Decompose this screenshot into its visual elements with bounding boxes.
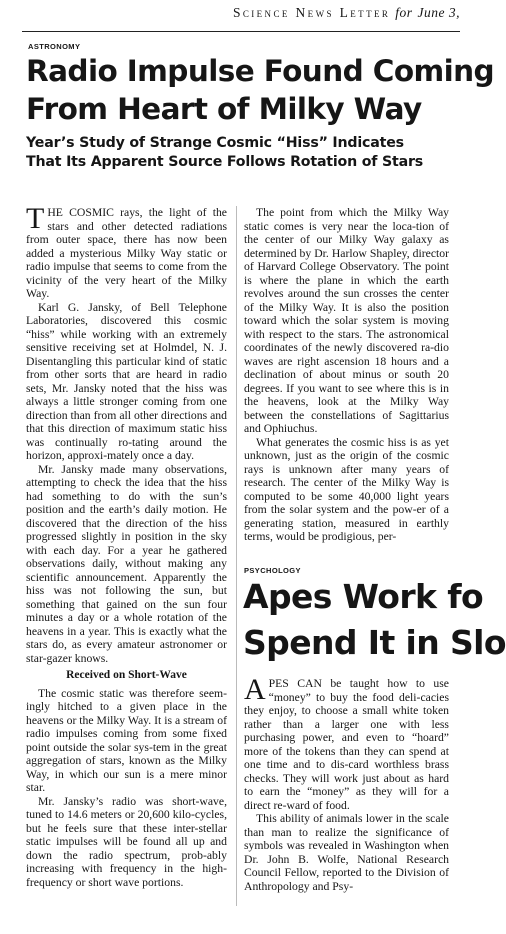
headline2-line-1: Apes Work fo xyxy=(243,577,484,616)
headline2-line-2: Spend It in Slo xyxy=(243,623,506,662)
running-head xyxy=(20,5,460,21)
article-headline xyxy=(26,52,495,128)
paragraph: Karl G. Jansky, of Bell Telephone Laboratories, discovered this cosmic “hiss” while working with an extremely sensitive receiving set at Holmdel, N. J. Disentangling this particular kind of static from other sorts that are heard in radio sets, Mr. Jansky noted that the hiss was always a little stronger coming from one direction than from all other directions and that this direction of maximum static hiss was continually ro-tating around the horizon, approxi-mately once a day. xyxy=(26,300,227,462)
section-kicker-psychology: PSYCHOLOGY xyxy=(244,566,301,575)
drop-cap: A xyxy=(244,673,266,706)
article-subheadline xyxy=(26,134,460,172)
subhead-line-1: Year’s Study of Strange Cosmic “Hiss” Indicates xyxy=(26,135,404,151)
article-column-left xyxy=(26,202,227,908)
second-article-headline xyxy=(243,574,506,666)
lead-small-caps: HE COSMIC xyxy=(47,206,114,219)
drop-cap: T xyxy=(26,202,45,235)
lead-text: be taught how to use “money” to buy the food deli-cacies they enjoy, to choose a small white token rather than a larger one with less purchasing power, and even to “hoard” more of the tokens than they can spend at one time and to dis-card worthless brass checks. They will work just about as hard to earn the “money” as they will for a direct re-ward of food. xyxy=(244,677,449,812)
column-divider xyxy=(236,206,237,906)
subhead-line-2: That Its Apparent Source Follows Rotation of Stars xyxy=(26,154,424,170)
second-article-column xyxy=(244,673,449,912)
paragraph-lead xyxy=(26,202,227,301)
paragraph: What generates the cosmic hiss is as yet unknown, just as the origin of the cosmic rays is unknown after many years of research. The center of the Milky Way is computed to be some 40,000 light years from the solar system and the pow-er of a generating station, measured in earthly terms, would be prodigious, per- xyxy=(244,435,449,543)
running-head-for: for xyxy=(395,5,413,20)
header-rule xyxy=(22,31,460,32)
paragraph: Mr. Jansky made many observations, attempting to check the idea that the hiss had something to do with the sun’s position and the earth’s daily motion. He discovered that the direction of the hiss progressed slightly in position in the sky with each day. For a year he gathered observations daily, without making any scientific announcement. Apparently the hiss was not following the sun, but something that gained on the sun four minutes a day or a whole rotation of the heavens in a year. This is exactly what the stars do, as every amateur astronomer or star-gazer knows. xyxy=(26,462,227,665)
paragraph: This ability of animals lower in the scale than man to realize the significance of symbols was revealed in Washington when Dr. John B. Wolfe, National Research Council Fellow, reported to the Division of Anthropology and Psy- xyxy=(244,812,449,893)
issue-date: June 3, xyxy=(417,5,460,20)
paragraph: The cosmic static was therefore seem-ingly hitched to a given place in the heavens or the Milky Way. It is a stream of radio impulses coming from some fixed point outside the solar sys-tem in the great aggregation of stars, known as the Milky Way, in which our sun is a mere minor star. xyxy=(26,686,227,794)
article-column-right xyxy=(244,206,449,558)
paragraph: Mr. Jansky’s radio was short-wave, tuned to 14.6 meters or 20,600 kilo-cycles, but he feels sure that these inter-stellar static impulses will be found all up and down the radio spectrum, prob-ably increasing with frequency in the high-frequency or short wave portions. xyxy=(26,794,227,889)
headline-line-2: From Heart of Milky Way xyxy=(26,92,422,126)
paragraph-lead xyxy=(244,673,449,812)
headline-line-1: Radio Impulse Found Coming xyxy=(26,54,495,88)
magazine-name: Science News Letter xyxy=(232,5,391,20)
section-kicker-astronomy: ASTRONOMY xyxy=(28,42,81,51)
lead-text: rays, the light of the stars and other detected radiations from outer space, there has now been added a mysterious Milky Way static or radio impulse that seems to come from the vicinity of the very heart of the Milky Way. xyxy=(26,206,227,300)
subsection-heading: Received on Short-Wave xyxy=(66,669,187,681)
paragraph: The point from which the Milky Way static comes is very near the loca-tion of the center of our Milky Way galaxy as determined by Dr. Harlow Shapley, director of Harvard College Observatory. The point is where the plane in which the earth revolves around the sun crosses the center of the Milky Way. It is also the position toward which the solar system is moving with respect to the stars. The astronomical coordinates of the newly discovered ra-dio waves are right ascension 18 hours and a declination of about minus or south 20 degrees. If you want to see where this is in the heavens, look at the Milky Way between the constellations of Sagittarius and Ophiuchus. xyxy=(244,206,449,435)
lead-small-caps: PES CAN xyxy=(268,677,322,690)
